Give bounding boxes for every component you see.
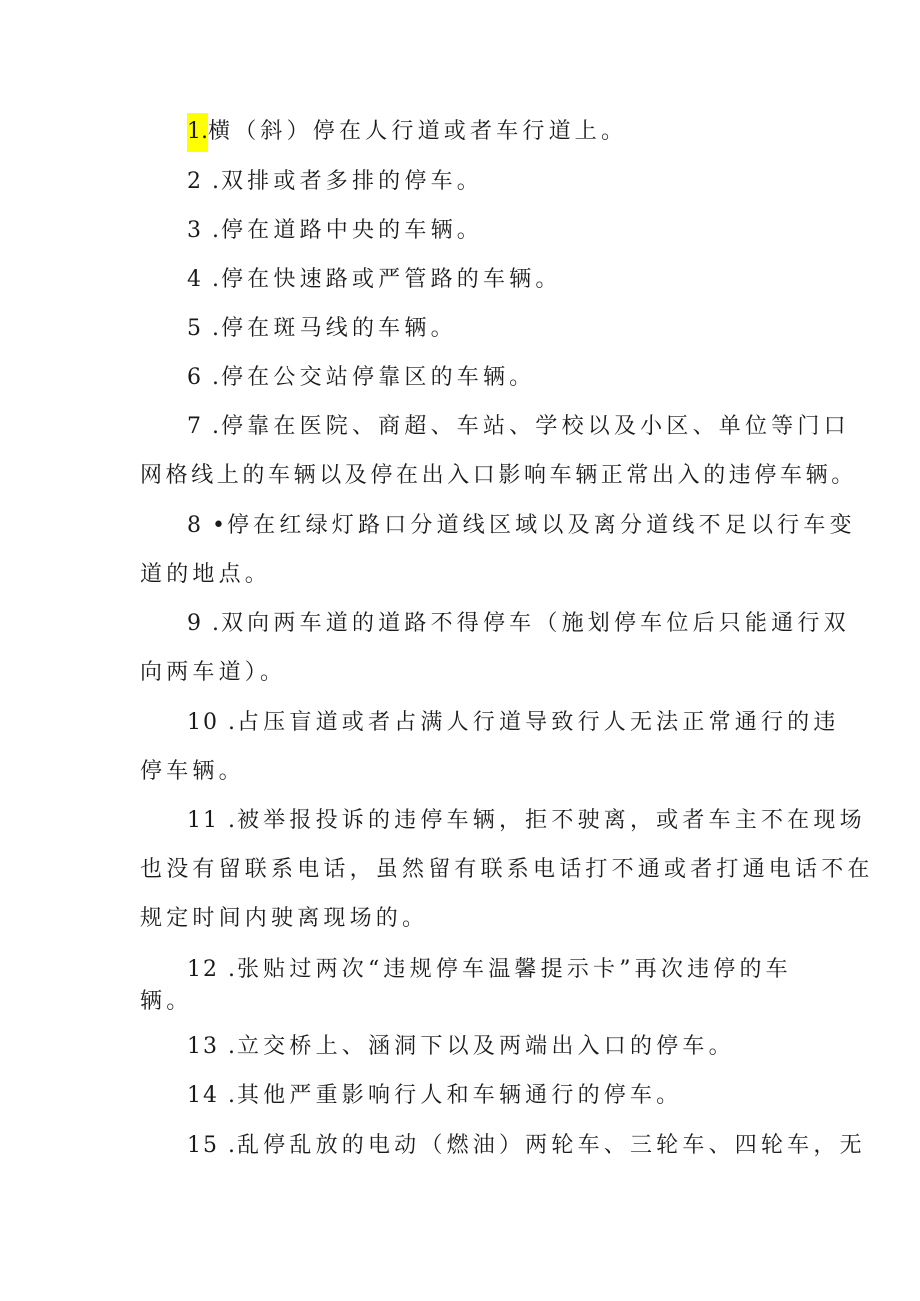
list-item <box>187 512 856 540</box>
list-item <box>187 956 792 984</box>
list-item-continuation: 辆。 <box>140 989 193 1014</box>
item-text: 停在公交站停靠区的车辆。 <box>220 365 536 390</box>
item-text: 其他严重影响行人和车辆通行的停车。 <box>236 1083 683 1108</box>
item-number-highlighted: 1. <box>187 113 208 152</box>
item-number: 4 . <box>187 267 221 292</box>
list-item <box>187 1132 866 1160</box>
list-item-continuation: 也没有留联系电话，虽然留有联系电话打不通或者打通电话不在 <box>140 857 874 882</box>
item-number: 10 . <box>187 710 237 735</box>
list-item-continuation: 网格线上的车辆以及停在出入口影响车辆正常出入的违停车辆。 <box>140 463 857 488</box>
list-item <box>187 315 457 343</box>
item-text: 双向两车道的道路不得停车（施划停车位后只能通行双 <box>220 611 850 636</box>
list-item <box>187 266 562 294</box>
item-number: 2 . <box>187 169 221 194</box>
item-number: 11 . <box>187 808 237 833</box>
item-number: 9 . <box>187 611 221 636</box>
item-text: 停在道路中央的车辆。 <box>220 218 483 243</box>
item-number: 7 . <box>187 414 221 439</box>
item-text: 乱停乱放的电动（燃油）两轮车、三轮车、四轮车，无 <box>236 1133 866 1158</box>
item-number: 13 . <box>187 1034 237 1059</box>
list-item <box>187 217 483 245</box>
item-number: 14 . <box>187 1083 237 1108</box>
list-item <box>187 1082 682 1110</box>
list-item-continuation: 向两车道）。 <box>140 660 287 685</box>
list-item <box>187 807 866 835</box>
item-text: 停在红绿灯路口分道线区域以及离分道线不足以行车变 <box>226 513 856 538</box>
list-item-continuation: 停车辆。 <box>140 759 245 784</box>
item-text: 停在快速路或严管路的车辆。 <box>220 267 562 292</box>
item-text: 双排或者多排的停车。 <box>220 169 483 194</box>
list-item <box>187 168 483 196</box>
list-item <box>187 1033 735 1061</box>
item-text: 占压盲道或者占满人行道导致行人无法正常通行的违 <box>236 710 840 735</box>
item-text: 被举报投诉的违停车辆，拒不驶离，或者车主不在现场 <box>236 808 866 833</box>
list-item <box>187 709 840 737</box>
item-text: 停靠在医院、商超、车站、学校以及小区、单位等门口 <box>220 414 850 439</box>
list-item <box>187 364 535 392</box>
item-text: 横（斜）停在人行道或者车行道上。 <box>208 119 628 144</box>
item-number: 15 . <box>187 1133 237 1158</box>
list-item-continuation: 道的地点。 <box>140 562 272 587</box>
item-text: 立交桥上、涵洞下以及两端出入口的停车。 <box>236 1034 735 1059</box>
item-number: 6 . <box>187 365 221 390</box>
list-item <box>187 118 627 146</box>
list-item-continuation: 规定时间内驶离现场的。 <box>140 906 429 931</box>
item-number: 3 . <box>187 218 221 243</box>
item-number: 12 . <box>187 957 237 982</box>
item-text: 停在斑马线的车辆。 <box>220 316 457 341</box>
item-text: 张贴过两次“违规停车温馨提示卡”再次违停的车 <box>236 957 792 982</box>
list-item <box>187 610 850 638</box>
item-number: 5 . <box>187 316 221 341</box>
item-number: 8 • <box>187 513 227 538</box>
list-item <box>187 413 850 441</box>
